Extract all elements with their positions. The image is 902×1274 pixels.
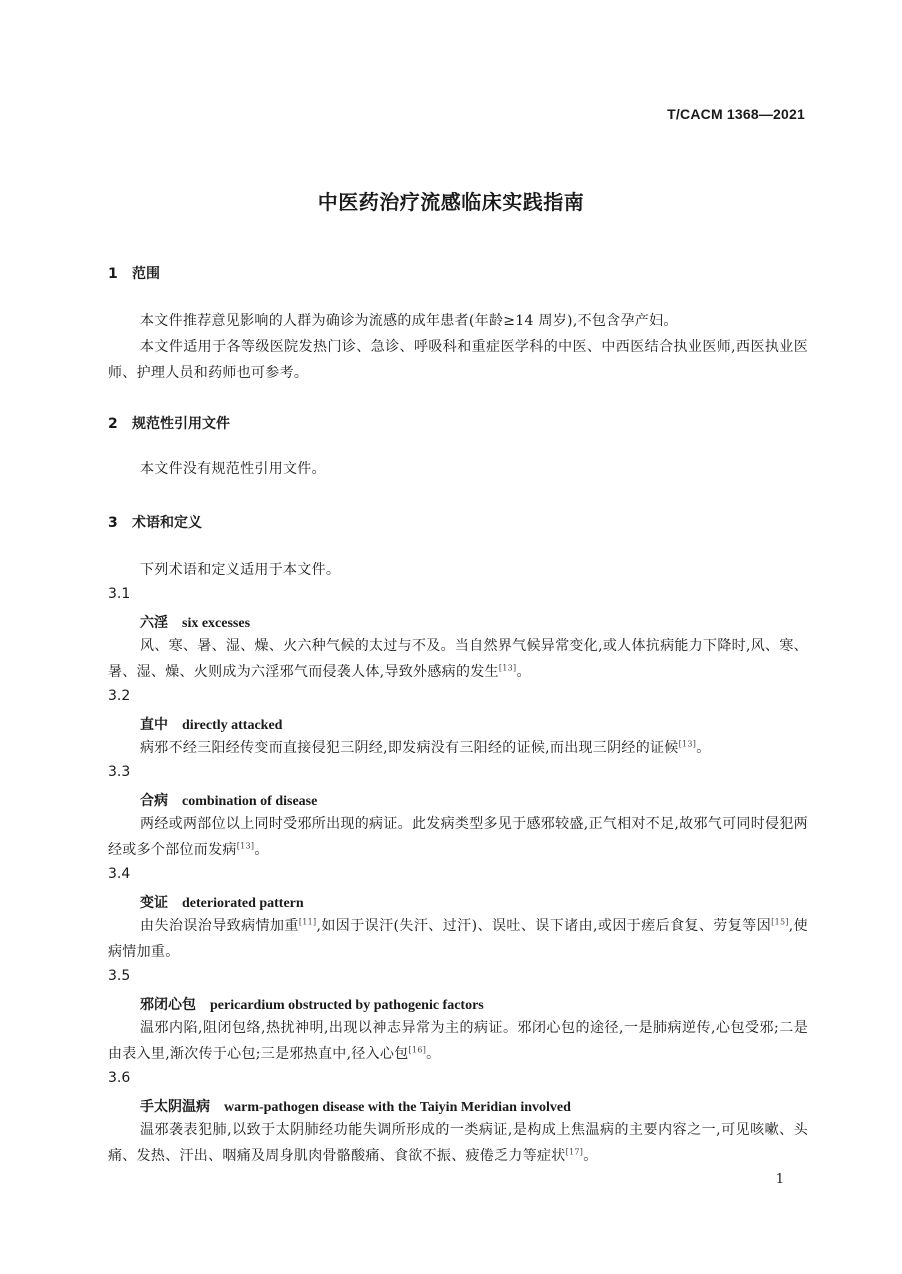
term-en: deteriorated pattern: [182, 896, 304, 911]
term-number: 3.5: [108, 968, 131, 984]
section-3-heading: [108, 512, 202, 532]
scope-paragraph-2: 本文件适用于各等级医院发热门诊、急诊、呼吸科和重症医学科的中医、中西医结合执业医师,西医执业医师、护理人员和药师也可参考。: [108, 339, 808, 381]
section-1-heading: [108, 263, 160, 283]
definition-tail: ,使病情加重。: [108, 918, 808, 960]
definition-text: 温邪袭表犯肺,以致于太阴肺经功能失调所形成的一类病证,是构成上焦温病的主要内容之一,可见咳嗽、头痛、发热、汗出、咽痛及周身肌肉骨骼酸痛、食欲不振、疲倦乏力等症状: [108, 1122, 808, 1164]
section-number: 3: [108, 515, 118, 531]
definition-text: ,如因于误汗(失汗、过汗)、误吐、误下诸由,或因于瘥后食复、劳复等因: [316, 918, 772, 934]
term-zh: 手太阴温病: [140, 1099, 210, 1115]
term-number: 3.1: [108, 586, 131, 602]
citation-ref: [13]: [498, 663, 517, 673]
term-definition: [108, 1117, 808, 1169]
term-heading: [140, 612, 250, 632]
term-heading: [140, 790, 317, 810]
term-zh: 直中: [140, 717, 168, 733]
term-definition: [108, 633, 808, 685]
term-zh: 六淫: [140, 615, 168, 631]
term-definition: [108, 913, 808, 965]
term-number: 3.2: [108, 688, 131, 704]
normative-references-paragraph: 本文件没有规范性引用文件。: [140, 461, 326, 477]
citation-ref: [13]: [678, 739, 697, 749]
section-title: 范围: [132, 266, 160, 282]
section-number: 2: [108, 416, 118, 432]
definition-tail: 。: [696, 740, 711, 756]
term-heading: [140, 994, 484, 1014]
definition-text: 由失治误治导致病情加重: [140, 918, 299, 934]
term-zh: 变证: [140, 895, 168, 911]
citation-ref: [17]: [565, 1147, 584, 1157]
term-definition: [108, 811, 808, 863]
term-en: six excesses: [182, 616, 251, 631]
term-en: pericardium obstructed by pathogenic factors: [210, 998, 484, 1013]
terms-intro-paragraph: 下列术语和定义适用于本文件。: [140, 562, 341, 578]
definition-text: 病邪不经三阳经传变而直接侵犯三阴经,即发病没有三阳经的证候,而出现三阴经的证候: [140, 740, 679, 756]
citation-ref: [11]: [298, 917, 317, 927]
term-zh: 合病: [140, 793, 168, 809]
term-heading: [140, 714, 282, 734]
definition-text: 风、寒、暑、湿、燥、火六种气候的太过与不及。当自然界气候异常变化,或人体抗病能力下降时,风、寒、暑、湿、燥、火则成为六淫邪气而侵袭人体,导致外感病的发生: [108, 638, 808, 680]
citation-ref: [16]: [408, 1045, 427, 1055]
term-number: 3.3: [108, 764, 131, 780]
scope-paragraph-1: 本文件推荐意见影响的人群为确诊为流感的成年患者(年龄≥14 周岁),不包含孕产妇。: [140, 313, 678, 329]
term-zh: 邪闭心包: [140, 997, 196, 1013]
section-2-heading: [108, 413, 230, 433]
term-number: 3.4: [108, 866, 131, 882]
definition-tail: 。: [254, 842, 269, 858]
document-title: 中医药治疗流感临床实践指南: [317, 190, 585, 214]
document-code: T/CACM 1368—2021: [667, 106, 805, 122]
term-en: warm-pathogen disease with the Taiyin Meridian involved: [224, 1100, 571, 1115]
term-heading: [140, 1096, 571, 1116]
term-heading: [140, 892, 304, 912]
definition-tail: 。: [516, 664, 531, 680]
section-number: 1: [108, 266, 118, 282]
definition-text: 两经或两部位以上同时受邪所出现的病证。此发病类型多见于感邪较盛,正气相对不足,故邪气可同时侵犯两经或多个部位而发病: [108, 816, 808, 858]
citation-ref: [13]: [236, 841, 255, 851]
term-en: combination of disease: [182, 794, 318, 809]
definition-tail: 。: [426, 1046, 441, 1062]
term-definition: [108, 1015, 808, 1067]
definition-tail: 。: [583, 1148, 598, 1164]
term-number: 3.6: [108, 1070, 131, 1086]
page-number: 1: [775, 1172, 784, 1187]
section-title: 规范性引用文件: [132, 416, 230, 432]
citation-ref: [15]: [771, 917, 789, 927]
section-title: 术语和定义: [132, 515, 202, 531]
definition-text: 温邪内陷,阻闭包络,热扰神明,出现以神志异常为主的病证。邪闭心包的途径,一是肺病逆传,心包受邪;二是由表入里,渐次传于心包;三是邪热直中,径入心包: [108, 1020, 808, 1062]
term-en: directly attacked: [182, 718, 283, 733]
term-definition: [108, 735, 808, 761]
